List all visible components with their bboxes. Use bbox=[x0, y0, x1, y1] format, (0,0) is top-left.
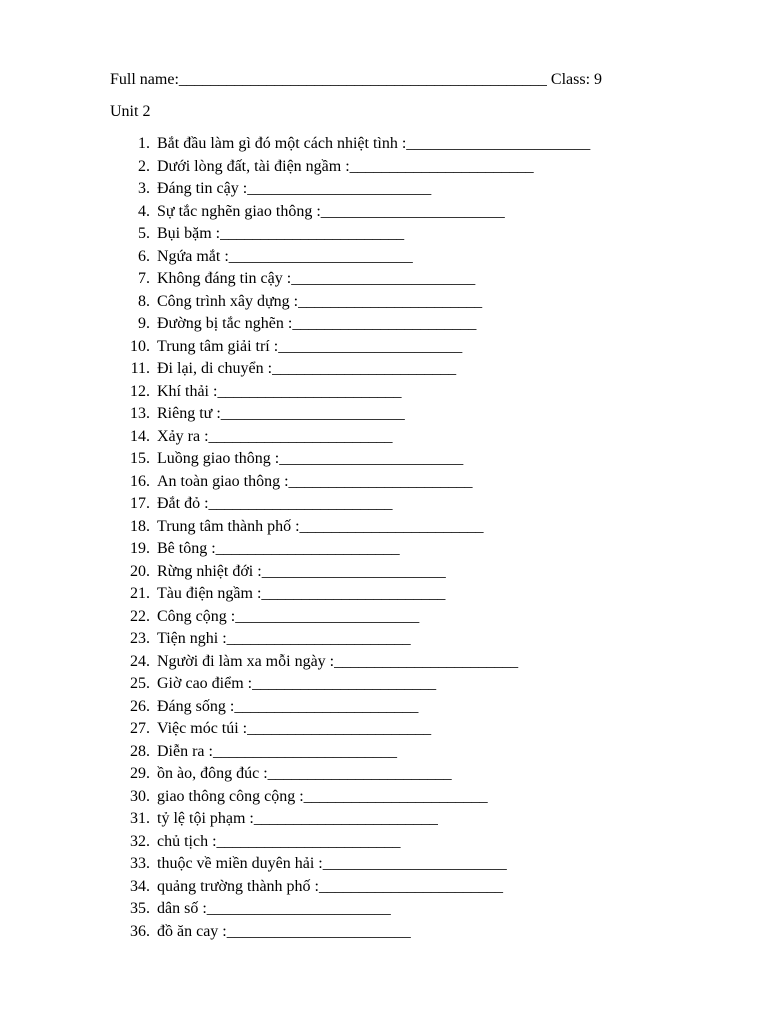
item-prompt: Riêng tư : bbox=[157, 405, 221, 422]
item-number: 2. bbox=[138, 157, 150, 175]
answer-blank: _______________________ bbox=[212, 742, 397, 760]
list-item bbox=[0, 427, 768, 450]
full-name-label: Full name: bbox=[110, 71, 179, 88]
item-text bbox=[157, 764, 452, 784]
item-number: 6. bbox=[138, 247, 150, 265]
list-item bbox=[0, 404, 768, 427]
answer-blank: _______________________ bbox=[253, 810, 438, 827]
item-number: 22. bbox=[130, 607, 150, 625]
item-text bbox=[157, 652, 518, 672]
item-prompt: tỷ lệ tội phạm : bbox=[157, 810, 254, 827]
item-text bbox=[157, 742, 397, 762]
answer-blank: _______________________ bbox=[220, 225, 405, 242]
item-text bbox=[157, 224, 404, 244]
item-number: 12. bbox=[130, 382, 150, 400]
item-text bbox=[157, 359, 456, 379]
list-item bbox=[0, 449, 768, 472]
item-text bbox=[157, 922, 411, 942]
item-prompt: Đi lại, di chuyển : bbox=[157, 360, 273, 377]
list-item bbox=[0, 674, 768, 697]
answer-blank: _______________________ bbox=[208, 495, 393, 512]
list-item bbox=[0, 134, 768, 157]
list-item bbox=[0, 809, 768, 832]
answer-blank: _______________________ bbox=[298, 292, 483, 310]
item-number: 25. bbox=[130, 675, 150, 692]
item-number: 16. bbox=[130, 472, 150, 490]
answer-blank: _______________________ bbox=[226, 922, 411, 940]
answer-blank: _______________________ bbox=[217, 382, 402, 400]
list-item bbox=[0, 539, 768, 562]
list-item bbox=[0, 202, 768, 225]
answer-blank: _______________________ bbox=[322, 855, 507, 872]
answer-blank: _______________________ bbox=[206, 900, 391, 917]
list-item bbox=[0, 179, 768, 202]
item-text bbox=[157, 337, 462, 357]
list-item bbox=[0, 854, 768, 877]
answer-blank: _______________________ bbox=[267, 765, 452, 782]
item-number: 10. bbox=[130, 337, 150, 355]
item-prompt: Người đi làm xa mỗi ngày : bbox=[157, 652, 335, 670]
item-number: 21. bbox=[130, 585, 150, 602]
item-prompt: Tiện nghi : bbox=[157, 630, 227, 647]
list-item bbox=[0, 607, 768, 630]
list-item bbox=[0, 337, 768, 360]
item-text bbox=[157, 292, 482, 312]
item-prompt: Sự tắc nghẽn giao thông : bbox=[157, 202, 321, 220]
item-text bbox=[157, 584, 445, 604]
list-item bbox=[0, 247, 768, 270]
item-text bbox=[157, 539, 400, 559]
answer-blank: _______________________ bbox=[215, 540, 400, 557]
answer-blank: _______________________ bbox=[247, 180, 432, 197]
item-text bbox=[157, 202, 505, 222]
list-item bbox=[0, 697, 768, 720]
item-prompt: Không đáng tin cậy : bbox=[157, 270, 292, 287]
vocabulary-list bbox=[0, 134, 768, 944]
item-number: 11. bbox=[130, 360, 150, 377]
list-item bbox=[0, 719, 768, 742]
item-number: 4. bbox=[138, 202, 150, 220]
item-prompt: Đường bị tắc nghẽn : bbox=[157, 315, 293, 332]
answer-blank: _______________________ bbox=[349, 157, 534, 175]
list-item bbox=[0, 629, 768, 652]
item-number: 26. bbox=[130, 697, 150, 715]
item-prompt: Trung tâm giải trí : bbox=[157, 337, 279, 355]
item-text bbox=[157, 854, 507, 874]
item-number: 14. bbox=[130, 427, 150, 445]
item-prompt: quảng trường thành phố : bbox=[157, 877, 319, 895]
answer-blank: _______________________ bbox=[291, 270, 476, 287]
item-prompt: Đáng sống : bbox=[157, 697, 235, 715]
item-text bbox=[157, 382, 401, 402]
item-text bbox=[157, 449, 463, 469]
answer-blank: _______________________ bbox=[234, 697, 419, 715]
item-text bbox=[157, 809, 438, 829]
unit-title: Unit 2 bbox=[110, 103, 151, 120]
item-text bbox=[157, 247, 413, 267]
item-text bbox=[157, 607, 419, 627]
item-number: 13. bbox=[130, 405, 150, 422]
item-text bbox=[157, 697, 418, 717]
item-text bbox=[157, 427, 393, 447]
answer-blank: _______________________ bbox=[247, 720, 432, 737]
item-number: 17. bbox=[130, 495, 150, 512]
item-prompt: Trung tâm thành phố : bbox=[157, 517, 300, 535]
item-prompt: dân số : bbox=[157, 900, 207, 917]
answer-blank: _______________________ bbox=[278, 337, 463, 355]
item-prompt: An toàn giao thông : bbox=[157, 472, 289, 490]
item-text bbox=[157, 787, 488, 807]
item-prompt: Việc móc túi : bbox=[157, 720, 248, 737]
item-prompt: chủ tịch : bbox=[157, 832, 217, 850]
answer-blank: _______________________ bbox=[299, 517, 484, 535]
item-text bbox=[157, 404, 405, 424]
item-number: 34. bbox=[130, 877, 150, 895]
item-number: 5. bbox=[138, 225, 150, 242]
list-item bbox=[0, 787, 768, 810]
item-number: 1. bbox=[138, 135, 150, 152]
item-prompt: Khí thải : bbox=[157, 382, 218, 400]
item-prompt: Đắt đỏ : bbox=[157, 495, 209, 512]
list-item bbox=[0, 562, 768, 585]
item-prompt: Bụi bặm : bbox=[157, 225, 221, 242]
item-text bbox=[157, 674, 436, 694]
answer-blank: _______________________ bbox=[272, 360, 457, 377]
item-prompt: Ngứa mắt : bbox=[157, 247, 229, 265]
list-item bbox=[0, 742, 768, 765]
answer-blank: _______________________ bbox=[220, 405, 405, 422]
list-item bbox=[0, 224, 768, 247]
item-text bbox=[157, 517, 484, 537]
list-item bbox=[0, 584, 768, 607]
item-prompt: Tàu điện ngầm : bbox=[157, 585, 262, 602]
answer-blank: _______________________ bbox=[216, 832, 401, 850]
item-number: 3. bbox=[138, 180, 150, 197]
answer-blank: _______________________ bbox=[228, 247, 413, 265]
list-item bbox=[0, 269, 768, 292]
item-number: 24. bbox=[130, 652, 150, 670]
list-item bbox=[0, 652, 768, 675]
item-number: 23. bbox=[130, 630, 150, 647]
answer-blank: _______________________ bbox=[334, 652, 519, 670]
list-item bbox=[0, 899, 768, 922]
item-prompt: Rừng nhiệt đới : bbox=[157, 562, 262, 580]
item-prompt: ồn ào, đông đúc : bbox=[157, 765, 268, 782]
item-text bbox=[157, 179, 431, 199]
list-item bbox=[0, 359, 768, 382]
answer-blank: _______________________ bbox=[226, 630, 411, 647]
item-text bbox=[157, 832, 401, 852]
item-text bbox=[157, 472, 473, 492]
item-text bbox=[157, 157, 534, 177]
item-prompt: Giờ cao điểm : bbox=[157, 675, 253, 692]
answer-blank: _______________________ bbox=[319, 877, 503, 895]
item-number: 33. bbox=[130, 855, 150, 872]
list-item bbox=[0, 292, 768, 315]
answer-blank: _______________________ bbox=[261, 562, 446, 580]
item-number: 15. bbox=[130, 450, 150, 467]
item-number: 29. bbox=[130, 765, 150, 782]
answer-blank: _______________________ bbox=[320, 202, 505, 220]
answer-blank: _______________________ bbox=[261, 585, 446, 602]
item-text bbox=[157, 877, 503, 897]
answer-blank: _______________________ bbox=[235, 607, 420, 625]
item-prompt: Công cộng : bbox=[157, 607, 236, 625]
class-label: Class: 9 bbox=[550, 71, 603, 88]
list-item bbox=[0, 517, 768, 540]
item-number: 20. bbox=[130, 562, 150, 580]
item-prompt: Diễn ra : bbox=[157, 742, 213, 760]
item-text bbox=[157, 719, 431, 739]
answer-blank: _______________________ bbox=[252, 675, 437, 692]
item-number: 7. bbox=[138, 270, 150, 287]
list-item bbox=[0, 494, 768, 517]
list-item bbox=[0, 832, 768, 855]
item-text bbox=[157, 314, 476, 334]
item-prompt: Bê tông : bbox=[157, 540, 216, 557]
list-item bbox=[0, 877, 768, 900]
item-number: 30. bbox=[130, 787, 150, 805]
item-number: 18. bbox=[130, 517, 150, 535]
list-item bbox=[0, 157, 768, 180]
item-text bbox=[157, 562, 446, 582]
item-prompt: giao thông công cộng : bbox=[157, 787, 304, 805]
header-line bbox=[110, 70, 602, 90]
answer-blank: _______________________ bbox=[303, 787, 488, 805]
item-number: 36. bbox=[130, 922, 150, 940]
list-item bbox=[0, 314, 768, 337]
item-number: 8. bbox=[138, 292, 150, 310]
answer-blank: _______________________ bbox=[208, 427, 393, 445]
item-prompt: Dưới lòng đất, tài điện ngầm : bbox=[157, 157, 350, 175]
item-prompt: đồ ăn cay : bbox=[157, 922, 227, 940]
answer-blank: _______________________ bbox=[406, 135, 591, 152]
item-prompt: Bắt đầu làm gì đó một cách nhiệt tình : bbox=[157, 135, 407, 152]
item-prompt: Công trình xây dựng : bbox=[157, 292, 299, 310]
item-prompt: Xảy ra : bbox=[157, 427, 209, 445]
list-item bbox=[0, 764, 768, 787]
item-number: 9. bbox=[138, 315, 150, 332]
item-text bbox=[157, 134, 590, 154]
item-text bbox=[157, 494, 393, 514]
answer-blank: _______________________ bbox=[288, 472, 473, 490]
item-prompt: Luồng giao thông : bbox=[157, 450, 280, 467]
list-item bbox=[0, 922, 768, 945]
item-number: 19. bbox=[130, 540, 150, 557]
answer-blank: _______________________ bbox=[279, 450, 464, 467]
full-name-blank: ______________________________________________ bbox=[178, 71, 547, 88]
list-item bbox=[0, 382, 768, 405]
item-number: 31. bbox=[130, 810, 150, 827]
item-number: 28. bbox=[130, 742, 150, 760]
item-prompt: Đáng tin cậy : bbox=[157, 180, 248, 197]
item-text bbox=[157, 269, 475, 289]
item-text bbox=[157, 899, 391, 919]
item-prompt: thuộc về miền duyên hải : bbox=[157, 855, 323, 872]
item-number: 32. bbox=[130, 832, 150, 850]
item-number: 35. bbox=[130, 900, 150, 917]
item-text bbox=[157, 629, 411, 649]
list-item bbox=[0, 472, 768, 495]
answer-blank: _______________________ bbox=[292, 315, 477, 332]
item-number: 27. bbox=[130, 720, 150, 737]
